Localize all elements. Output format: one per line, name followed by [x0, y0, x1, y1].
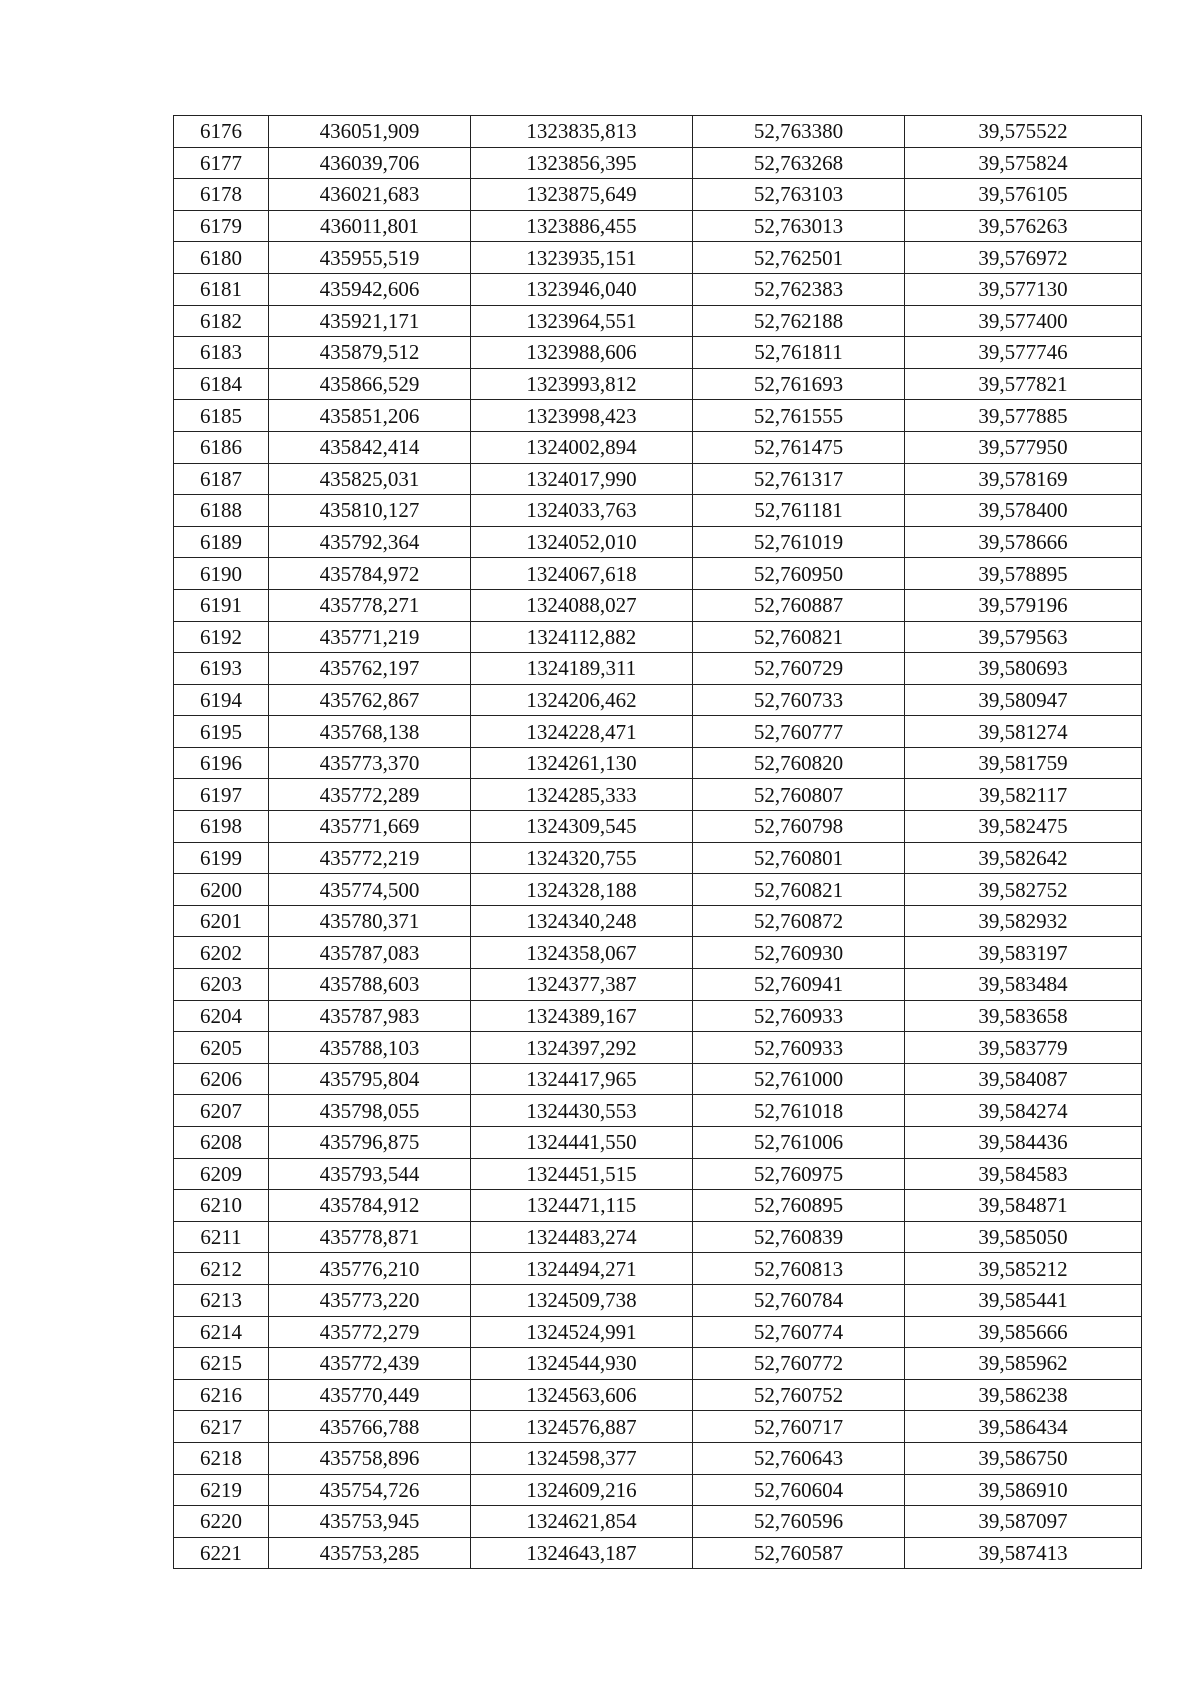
latitude-cell: 52,760930 [693, 937, 905, 969]
table-row [174, 937, 1142, 969]
latitude-cell: 52,761018 [693, 1095, 905, 1127]
table-row [174, 400, 1142, 432]
point-number-cell: 6197 [174, 779, 269, 811]
x-coordinate-cell: 435796,875 [269, 1127, 471, 1159]
longitude-cell: 39,584871 [905, 1190, 1142, 1222]
longitude-cell: 39,583779 [905, 1032, 1142, 1064]
latitude-cell: 52,760596 [693, 1506, 905, 1538]
point-number-cell: 6195 [174, 716, 269, 748]
table-row [174, 1158, 1142, 1190]
point-number-cell: 6176 [174, 116, 269, 148]
point-number-cell: 6189 [174, 526, 269, 558]
longitude-cell: 39,582642 [905, 842, 1142, 874]
y-coordinate-cell: 1324576,887 [471, 1411, 693, 1443]
y-coordinate-cell: 1324358,067 [471, 937, 693, 969]
longitude-cell: 39,576263 [905, 210, 1142, 242]
table-row [174, 621, 1142, 653]
longitude-cell: 39,583658 [905, 1000, 1142, 1032]
y-coordinate-cell: 1324088,027 [471, 589, 693, 621]
longitude-cell: 39,577130 [905, 273, 1142, 305]
point-number-cell: 6194 [174, 684, 269, 716]
latitude-cell: 52,760820 [693, 747, 905, 779]
point-number-cell: 6191 [174, 589, 269, 621]
table-row [174, 526, 1142, 558]
x-coordinate-cell: 435772,439 [269, 1348, 471, 1380]
table-row [174, 1411, 1142, 1443]
y-coordinate-cell: 1324417,965 [471, 1063, 693, 1095]
table-row [174, 874, 1142, 906]
x-coordinate-cell: 435793,544 [269, 1158, 471, 1190]
latitude-cell: 52,762188 [693, 305, 905, 337]
table-row [174, 653, 1142, 685]
table-row [174, 842, 1142, 874]
point-number-cell: 6185 [174, 400, 269, 432]
table-row [174, 116, 1142, 148]
table-row [174, 242, 1142, 274]
latitude-cell: 52,760933 [693, 1032, 905, 1064]
latitude-cell: 52,761317 [693, 463, 905, 495]
longitude-cell: 39,587097 [905, 1506, 1142, 1538]
latitude-cell: 52,760887 [693, 589, 905, 621]
longitude-cell: 39,578895 [905, 558, 1142, 590]
longitude-cell: 39,578169 [905, 463, 1142, 495]
x-coordinate-cell: 435774,500 [269, 874, 471, 906]
y-coordinate-cell: 1323998,423 [471, 400, 693, 432]
point-number-cell: 6183 [174, 337, 269, 369]
x-coordinate-cell: 435879,512 [269, 337, 471, 369]
x-coordinate-cell: 435795,804 [269, 1063, 471, 1095]
longitude-cell: 39,580693 [905, 653, 1142, 685]
x-coordinate-cell: 435772,279 [269, 1316, 471, 1348]
point-number-cell: 6192 [174, 621, 269, 653]
longitude-cell: 39,578666 [905, 526, 1142, 558]
longitude-cell: 39,581274 [905, 716, 1142, 748]
point-number-cell: 6208 [174, 1127, 269, 1159]
x-coordinate-cell: 435762,197 [269, 653, 471, 685]
latitude-cell: 52,760717 [693, 1411, 905, 1443]
table-row [174, 779, 1142, 811]
y-coordinate-cell: 1324328,188 [471, 874, 693, 906]
coordinates-table [173, 115, 1142, 1569]
table-row [174, 1253, 1142, 1285]
longitude-cell: 39,575522 [905, 116, 1142, 148]
y-coordinate-cell: 1324309,545 [471, 811, 693, 843]
point-number-cell: 6190 [174, 558, 269, 590]
latitude-cell: 52,760729 [693, 653, 905, 685]
table-row [174, 1474, 1142, 1506]
latitude-cell: 52,761000 [693, 1063, 905, 1095]
x-coordinate-cell: 435771,219 [269, 621, 471, 653]
y-coordinate-cell: 1324609,216 [471, 1474, 693, 1506]
longitude-cell: 39,585441 [905, 1284, 1142, 1316]
longitude-cell: 39,585962 [905, 1348, 1142, 1380]
y-coordinate-cell: 1324471,115 [471, 1190, 693, 1222]
longitude-cell: 39,583197 [905, 937, 1142, 969]
x-coordinate-cell: 435771,669 [269, 811, 471, 843]
table-row [174, 1284, 1142, 1316]
point-number-cell: 6214 [174, 1316, 269, 1348]
longitude-cell: 39,577885 [905, 400, 1142, 432]
point-number-cell: 6179 [174, 210, 269, 242]
x-coordinate-cell: 435772,219 [269, 842, 471, 874]
latitude-cell: 52,760821 [693, 621, 905, 653]
x-coordinate-cell: 435754,726 [269, 1474, 471, 1506]
x-coordinate-cell: 435798,055 [269, 1095, 471, 1127]
table-row [174, 495, 1142, 527]
longitude-cell: 39,584274 [905, 1095, 1142, 1127]
y-coordinate-cell: 1324228,471 [471, 716, 693, 748]
y-coordinate-cell: 1324643,187 [471, 1537, 693, 1569]
longitude-cell: 39,584583 [905, 1158, 1142, 1190]
point-number-cell: 6188 [174, 495, 269, 527]
y-coordinate-cell: 1324621,854 [471, 1506, 693, 1538]
latitude-cell: 52,763103 [693, 179, 905, 211]
longitude-cell: 39,586910 [905, 1474, 1142, 1506]
point-number-cell: 6199 [174, 842, 269, 874]
point-number-cell: 6205 [174, 1032, 269, 1064]
latitude-cell: 52,763380 [693, 116, 905, 148]
longitude-cell: 39,585666 [905, 1316, 1142, 1348]
point-number-cell: 6178 [174, 179, 269, 211]
point-number-cell: 6209 [174, 1158, 269, 1190]
x-coordinate-cell: 435942,606 [269, 273, 471, 305]
y-coordinate-cell: 1323946,040 [471, 273, 693, 305]
latitude-cell: 52,760807 [693, 779, 905, 811]
table-row [174, 1063, 1142, 1095]
latitude-cell: 52,761019 [693, 526, 905, 558]
x-coordinate-cell: 435788,103 [269, 1032, 471, 1064]
y-coordinate-cell: 1323935,151 [471, 242, 693, 274]
x-coordinate-cell: 435788,603 [269, 969, 471, 1001]
point-number-cell: 6212 [174, 1253, 269, 1285]
table-row [174, 337, 1142, 369]
y-coordinate-cell: 1323886,455 [471, 210, 693, 242]
latitude-cell: 52,760587 [693, 1537, 905, 1569]
point-number-cell: 6211 [174, 1221, 269, 1253]
point-number-cell: 6218 [174, 1442, 269, 1474]
latitude-cell: 52,760950 [693, 558, 905, 590]
table-row [174, 1095, 1142, 1127]
point-number-cell: 6193 [174, 653, 269, 685]
latitude-cell: 52,763268 [693, 147, 905, 179]
latitude-cell: 52,762383 [693, 273, 905, 305]
y-coordinate-cell: 1323856,395 [471, 147, 693, 179]
table-row [174, 431, 1142, 463]
table-row [174, 716, 1142, 748]
latitude-cell: 52,761475 [693, 431, 905, 463]
latitude-cell: 52,760801 [693, 842, 905, 874]
latitude-cell: 52,761555 [693, 400, 905, 432]
coordinates-table-body [174, 116, 1142, 1569]
latitude-cell: 52,760933 [693, 1000, 905, 1032]
longitude-cell: 39,577746 [905, 337, 1142, 369]
y-coordinate-cell: 1324483,274 [471, 1221, 693, 1253]
longitude-cell: 39,577950 [905, 431, 1142, 463]
x-coordinate-cell: 435768,138 [269, 716, 471, 748]
longitude-cell: 39,582117 [905, 779, 1142, 811]
point-number-cell: 6200 [174, 874, 269, 906]
longitude-cell: 39,586434 [905, 1411, 1142, 1443]
point-number-cell: 6215 [174, 1348, 269, 1380]
latitude-cell: 52,760839 [693, 1221, 905, 1253]
y-coordinate-cell: 1324206,462 [471, 684, 693, 716]
latitude-cell: 52,760895 [693, 1190, 905, 1222]
table-row [174, 368, 1142, 400]
x-coordinate-cell: 435762,867 [269, 684, 471, 716]
point-number-cell: 6198 [174, 811, 269, 843]
latitude-cell: 52,761693 [693, 368, 905, 400]
table-row [174, 558, 1142, 590]
latitude-cell: 52,760752 [693, 1379, 905, 1411]
x-coordinate-cell: 435770,449 [269, 1379, 471, 1411]
longitude-cell: 39,576972 [905, 242, 1142, 274]
point-number-cell: 6220 [174, 1506, 269, 1538]
longitude-cell: 39,580947 [905, 684, 1142, 716]
y-coordinate-cell: 1324563,606 [471, 1379, 693, 1411]
x-coordinate-cell: 435787,083 [269, 937, 471, 969]
x-coordinate-cell: 435773,370 [269, 747, 471, 779]
y-coordinate-cell: 1323993,812 [471, 368, 693, 400]
longitude-cell: 39,582932 [905, 905, 1142, 937]
point-number-cell: 6213 [174, 1284, 269, 1316]
x-coordinate-cell: 435784,972 [269, 558, 471, 590]
table-row [174, 1221, 1142, 1253]
x-coordinate-cell: 435810,127 [269, 495, 471, 527]
x-coordinate-cell: 435758,896 [269, 1442, 471, 1474]
longitude-cell: 39,587413 [905, 1537, 1142, 1569]
table-row [174, 273, 1142, 305]
longitude-cell: 39,577821 [905, 368, 1142, 400]
longitude-cell: 39,583484 [905, 969, 1142, 1001]
table-row [174, 147, 1142, 179]
latitude-cell: 52,760774 [693, 1316, 905, 1348]
x-coordinate-cell: 435787,983 [269, 1000, 471, 1032]
table-row [174, 589, 1142, 621]
longitude-cell: 39,579563 [905, 621, 1142, 653]
latitude-cell: 52,760733 [693, 684, 905, 716]
x-coordinate-cell: 435778,271 [269, 589, 471, 621]
y-coordinate-cell: 1324389,167 [471, 1000, 693, 1032]
y-coordinate-cell: 1323875,649 [471, 179, 693, 211]
latitude-cell: 52,760777 [693, 716, 905, 748]
y-coordinate-cell: 1323988,606 [471, 337, 693, 369]
table-row [174, 1506, 1142, 1538]
y-coordinate-cell: 1324261,130 [471, 747, 693, 779]
point-number-cell: 6180 [174, 242, 269, 274]
y-coordinate-cell: 1324340,248 [471, 905, 693, 937]
latitude-cell: 52,763013 [693, 210, 905, 242]
y-coordinate-cell: 1323964,551 [471, 305, 693, 337]
x-coordinate-cell: 435766,788 [269, 1411, 471, 1443]
longitude-cell: 39,578400 [905, 495, 1142, 527]
point-number-cell: 6177 [174, 147, 269, 179]
longitude-cell: 39,584436 [905, 1127, 1142, 1159]
y-coordinate-cell: 1324598,377 [471, 1442, 693, 1474]
x-coordinate-cell: 435851,206 [269, 400, 471, 432]
y-coordinate-cell: 1324002,894 [471, 431, 693, 463]
point-number-cell: 6216 [174, 1379, 269, 1411]
point-number-cell: 6187 [174, 463, 269, 495]
point-number-cell: 6201 [174, 905, 269, 937]
x-coordinate-cell: 435921,171 [269, 305, 471, 337]
table-row [174, 969, 1142, 1001]
latitude-cell: 52,760784 [693, 1284, 905, 1316]
y-coordinate-cell: 1324430,553 [471, 1095, 693, 1127]
point-number-cell: 6210 [174, 1190, 269, 1222]
longitude-cell: 39,586238 [905, 1379, 1142, 1411]
longitude-cell: 39,575824 [905, 147, 1142, 179]
table-row [174, 1000, 1142, 1032]
longitude-cell: 39,585050 [905, 1221, 1142, 1253]
table-row [174, 684, 1142, 716]
y-coordinate-cell: 1324451,515 [471, 1158, 693, 1190]
longitude-cell: 39,582475 [905, 811, 1142, 843]
point-number-cell: 6184 [174, 368, 269, 400]
point-number-cell: 6202 [174, 937, 269, 969]
y-coordinate-cell: 1324112,882 [471, 621, 693, 653]
y-coordinate-cell: 1324524,991 [471, 1316, 693, 1348]
table-row [174, 1127, 1142, 1159]
latitude-cell: 52,760813 [693, 1253, 905, 1285]
longitude-cell: 39,582752 [905, 874, 1142, 906]
x-coordinate-cell: 435778,871 [269, 1221, 471, 1253]
x-coordinate-cell: 436011,801 [269, 210, 471, 242]
y-coordinate-cell: 1324052,010 [471, 526, 693, 558]
y-coordinate-cell: 1324189,311 [471, 653, 693, 685]
x-coordinate-cell: 435753,285 [269, 1537, 471, 1569]
y-coordinate-cell: 1324033,763 [471, 495, 693, 527]
x-coordinate-cell: 436039,706 [269, 147, 471, 179]
x-coordinate-cell: 435773,220 [269, 1284, 471, 1316]
latitude-cell: 52,760798 [693, 811, 905, 843]
x-coordinate-cell: 435784,912 [269, 1190, 471, 1222]
point-number-cell: 6206 [174, 1063, 269, 1095]
point-number-cell: 6203 [174, 969, 269, 1001]
longitude-cell: 39,579196 [905, 589, 1142, 621]
latitude-cell: 52,760975 [693, 1158, 905, 1190]
table-row [174, 463, 1142, 495]
x-coordinate-cell: 435776,210 [269, 1253, 471, 1285]
table-row [174, 1537, 1142, 1569]
x-coordinate-cell: 435753,945 [269, 1506, 471, 1538]
y-coordinate-cell: 1324441,550 [471, 1127, 693, 1159]
x-coordinate-cell: 435792,364 [269, 526, 471, 558]
point-number-cell: 6221 [174, 1537, 269, 1569]
y-coordinate-cell: 1324494,271 [471, 1253, 693, 1285]
latitude-cell: 52,762501 [693, 242, 905, 274]
point-number-cell: 6182 [174, 305, 269, 337]
table-row [174, 1032, 1142, 1064]
y-coordinate-cell: 1324067,618 [471, 558, 693, 590]
table-row [174, 1348, 1142, 1380]
x-coordinate-cell: 436021,683 [269, 179, 471, 211]
latitude-cell: 52,761006 [693, 1127, 905, 1159]
x-coordinate-cell: 435825,031 [269, 463, 471, 495]
longitude-cell: 39,581759 [905, 747, 1142, 779]
table-row [174, 210, 1142, 242]
y-coordinate-cell: 1324017,990 [471, 463, 693, 495]
latitude-cell: 52,760604 [693, 1474, 905, 1506]
y-coordinate-cell: 1324397,292 [471, 1032, 693, 1064]
table-row [174, 305, 1142, 337]
table-row [174, 811, 1142, 843]
latitude-cell: 52,760941 [693, 969, 905, 1001]
table-row [174, 905, 1142, 937]
longitude-cell: 39,584087 [905, 1063, 1142, 1095]
point-number-cell: 6181 [174, 273, 269, 305]
longitude-cell: 39,585212 [905, 1253, 1142, 1285]
y-coordinate-cell: 1323835,813 [471, 116, 693, 148]
latitude-cell: 52,760643 [693, 1442, 905, 1474]
y-coordinate-cell: 1324377,387 [471, 969, 693, 1001]
x-coordinate-cell: 435955,519 [269, 242, 471, 274]
latitude-cell: 52,760772 [693, 1348, 905, 1380]
table-row [174, 1442, 1142, 1474]
point-number-cell: 6186 [174, 431, 269, 463]
table-row [174, 1316, 1142, 1348]
longitude-cell: 39,586750 [905, 1442, 1142, 1474]
y-coordinate-cell: 1324320,755 [471, 842, 693, 874]
latitude-cell: 52,760872 [693, 905, 905, 937]
point-number-cell: 6217 [174, 1411, 269, 1443]
latitude-cell: 52,761181 [693, 495, 905, 527]
table-row [174, 179, 1142, 211]
table-row [174, 747, 1142, 779]
y-coordinate-cell: 1324285,333 [471, 779, 693, 811]
longitude-cell: 39,576105 [905, 179, 1142, 211]
x-coordinate-cell: 435780,371 [269, 905, 471, 937]
table-row [174, 1190, 1142, 1222]
x-coordinate-cell: 435772,289 [269, 779, 471, 811]
x-coordinate-cell: 436051,909 [269, 116, 471, 148]
point-number-cell: 6204 [174, 1000, 269, 1032]
point-number-cell: 6219 [174, 1474, 269, 1506]
x-coordinate-cell: 435866,529 [269, 368, 471, 400]
latitude-cell: 52,761811 [693, 337, 905, 369]
x-coordinate-cell: 435842,414 [269, 431, 471, 463]
point-number-cell: 6196 [174, 747, 269, 779]
latitude-cell: 52,760821 [693, 874, 905, 906]
y-coordinate-cell: 1324509,738 [471, 1284, 693, 1316]
y-coordinate-cell: 1324544,930 [471, 1348, 693, 1380]
longitude-cell: 39,577400 [905, 305, 1142, 337]
point-number-cell: 6207 [174, 1095, 269, 1127]
table-row [174, 1379, 1142, 1411]
